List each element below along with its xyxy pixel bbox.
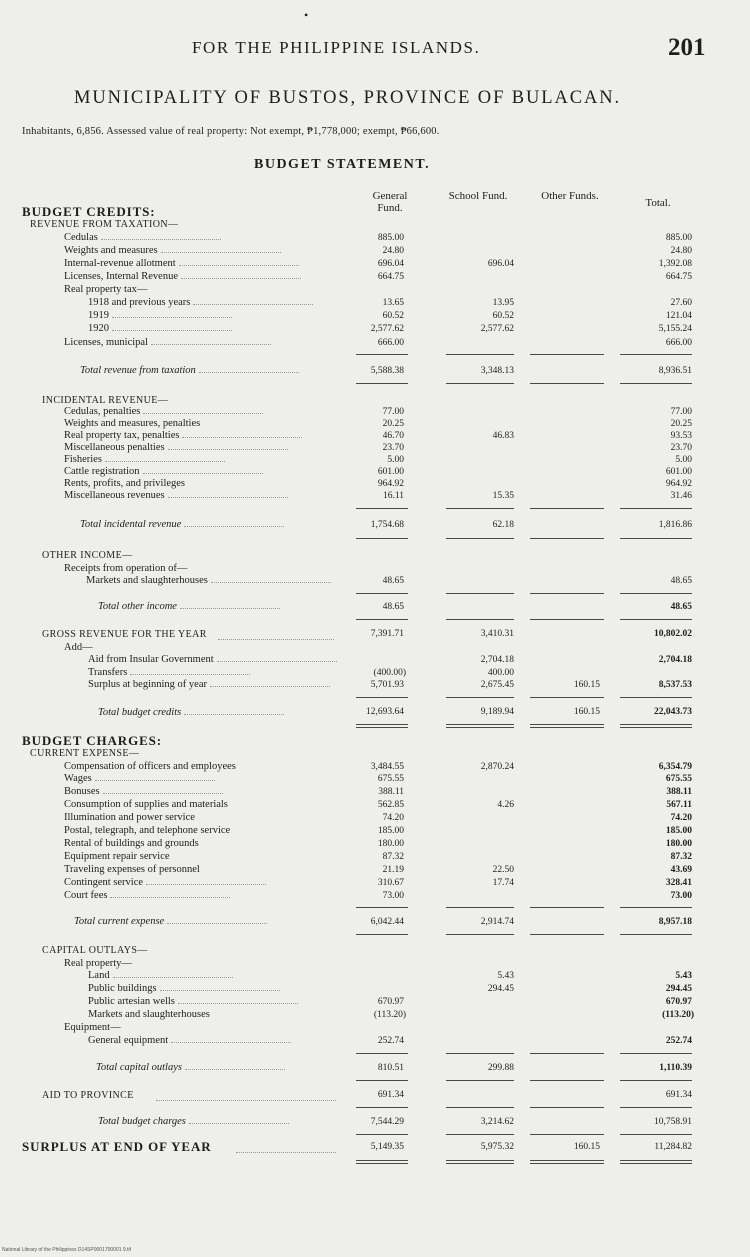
row-label: Aid from Insular Government — [88, 654, 337, 666]
row-label: Illumination and power service — [64, 812, 195, 823]
cell-total: 567.11 — [666, 800, 692, 810]
municipality-title: MUNICIPALITY OF BUSTOS, PROVINCE OF BULACAN. — [74, 88, 622, 108]
page-number: 201 — [668, 34, 706, 61]
column-head-other: Other Funds. — [541, 190, 599, 202]
cell-total: 73.00 — [670, 891, 692, 901]
cell-total: 10,802.02 — [654, 629, 692, 639]
running-head: FOR THE PHILIPPINE ISLANDS. — [192, 38, 481, 57]
cell-total: 48.65 — [670, 576, 692, 586]
cell-total: 691.34 — [665, 1090, 692, 1100]
cell-school: 696.04 — [487, 259, 514, 269]
cell-general: 562.85 — [377, 800, 404, 810]
cell-total: 885.00 — [665, 233, 692, 243]
head-incidental-revenue: INCIDENTAL REVENUE— — [42, 395, 169, 406]
row-label: General equipment — [88, 1035, 291, 1047]
cell-school: 2,704.18 — [480, 655, 514, 665]
section-budget-charges: BUDGET CHARGES: — [22, 733, 163, 748]
cell-total: 20.25 — [670, 419, 692, 429]
cell-school: 2,675.45 — [480, 680, 514, 690]
head-current-expense: CURRENT EXPENSE— — [30, 748, 140, 759]
cell-general: 20.25 — [382, 419, 404, 429]
row-label: Cattle registration — [64, 466, 263, 478]
cell-total: 1,392.08 — [658, 259, 692, 269]
cell-school: 4.26 — [497, 800, 514, 810]
column-head-school: School Fund. — [448, 190, 508, 202]
cell-general: 691.34 — [377, 1090, 404, 1100]
row-label: Rents, profits, and privileges — [64, 478, 186, 489]
cell-school: 9,189.94 — [480, 707, 514, 717]
cell-general: 60.52 — [382, 311, 404, 321]
cell-general: 601.00 — [377, 467, 404, 477]
cell-general: 6,042.44 — [370, 917, 404, 927]
statement-title: BUDGET STATEMENT. — [254, 157, 431, 172]
row-label: Equipment— — [64, 1022, 121, 1033]
cell-total: 294.45 — [665, 984, 692, 994]
cell-total: 93.53 — [670, 431, 692, 441]
cell-general: 73.00 — [382, 891, 404, 901]
cell-total: 74.20 — [670, 813, 692, 823]
cell-total: 31.46 — [670, 491, 692, 501]
cell-general: 964.92 — [377, 479, 404, 489]
cell-total: 252.74 — [665, 1036, 692, 1046]
cell-general: 16.11 — [382, 491, 404, 501]
cell-school: 3,214.62 — [480, 1117, 514, 1127]
cell-school: 2,870.24 — [480, 762, 514, 772]
cell-school: 62.18 — [492, 520, 514, 530]
row-label: Markets and slaughterhouses — [88, 1009, 210, 1020]
head-capital-outlays: CAPITAL OUTLAYS— — [42, 945, 148, 956]
row-label-total: Total revenue from taxation — [80, 365, 299, 376]
cell-general: 3,484.55 — [370, 762, 404, 772]
cell-general: 664.75 — [377, 272, 404, 282]
cell-total: 23.70 — [670, 443, 692, 453]
cell-general: 670.97 — [377, 997, 404, 1007]
cell-total: 388.11 — [666, 787, 692, 797]
cell-general: 666.00 — [377, 338, 404, 348]
row-label: Real property tax— — [64, 284, 148, 295]
cell-school: 60.52 — [492, 311, 514, 321]
cell-general: 74.20 — [382, 813, 404, 823]
cell-general: 185.00 — [377, 826, 404, 836]
cell-total: 664.75 — [665, 272, 692, 282]
cell-general: 2,577.62 — [370, 324, 404, 334]
cell-total: 87.32 — [670, 852, 692, 862]
row-label: Add— — [64, 642, 93, 653]
row-label: 1920 — [88, 323, 232, 335]
row-label: Licenses, Internal Revenue — [64, 271, 301, 283]
cell-total: 328.41 — [665, 878, 692, 888]
cell-total: 5,155.24 — [658, 324, 692, 334]
row-label: Land — [88, 970, 233, 982]
cell-other: 160.15 — [573, 680, 600, 690]
cell-total: 670.97 — [665, 997, 692, 1007]
row-label-surplus-end: SURPLUS AT END OF YEAR — [22, 1139, 212, 1154]
cell-total: 180.00 — [665, 839, 692, 849]
cell-total: 1,816.86 — [658, 520, 692, 530]
row-label-total: Total budget credits — [98, 707, 284, 718]
cell-total: 5.43 — [675, 971, 692, 981]
cell-total: 24.80 — [670, 246, 692, 256]
cell-general: 696.04 — [377, 259, 404, 269]
cell-general: 1,754.68 — [370, 520, 404, 530]
cell-general: 24.80 — [382, 246, 404, 256]
cell-school: 3,348.13 — [480, 366, 514, 376]
row-label: Consumption of supplies and materials — [64, 799, 228, 810]
row-label-aid-province: AID TO PROVINCE — [42, 1090, 134, 1101]
cell-school: 2,914.74 — [480, 917, 514, 927]
row-label: Rental of buildings and grounds — [64, 838, 199, 849]
cell-total: 675.55 — [665, 774, 692, 784]
cell-total: 5.00 — [675, 455, 692, 465]
row-label: Weights and measures, penalties — [64, 418, 201, 429]
cell-general: 21.19 — [382, 865, 404, 875]
row-label-total: Total incidental revenue — [80, 519, 284, 530]
row-label: Equipment repair service — [64, 851, 170, 862]
cell-total: 48.65 — [670, 602, 692, 612]
row-label: Weights and measures — [64, 245, 281, 257]
cell-total: 22,043.73 — [654, 707, 692, 717]
cell-general: 12,693.64 — [366, 707, 404, 717]
cell-school: 17.74 — [492, 878, 514, 888]
row-label: Markets and slaughterhouses — [86, 575, 331, 587]
row-label: Miscellaneous penalties — [64, 442, 288, 454]
cell-other: 160.15 — [573, 1142, 600, 1152]
cell-general: 7,391.71 — [370, 629, 404, 639]
cell-general: 13.65 — [382, 298, 404, 308]
row-label: Wages — [64, 773, 215, 785]
row-label-total: Total other income — [98, 601, 280, 612]
cell-general: 5,149.35 — [370, 1142, 404, 1152]
cell-general: 5,701.93 — [370, 680, 404, 690]
row-label: Real property— — [64, 958, 132, 969]
column-head-total: Total. — [645, 197, 671, 209]
head-revenue-taxation: REVENUE FROM TAXATION— — [30, 219, 179, 230]
cell-total: 8,957.18 — [658, 917, 692, 927]
row-label: Cedulas — [64, 232, 221, 244]
cell-general: 310.67 — [377, 878, 404, 888]
row-label: Compensation of officers and employees — [64, 761, 236, 772]
row-label: Receipts from operation of— — [64, 563, 188, 574]
row-label: Internal-revenue allotment — [64, 258, 299, 270]
row-label: Contingent service — [64, 877, 266, 889]
cell-general: 388.11 — [378, 787, 404, 797]
cell-general: 7,544.29 — [370, 1117, 404, 1127]
row-label: Licenses, municipal — [64, 337, 271, 349]
cell-general: 48.65 — [382, 602, 404, 612]
cell-general: (113.20) — [373, 1010, 406, 1020]
row-label: Surplus at beginning of year — [88, 679, 330, 691]
row-label-total: Total budget charges — [98, 1116, 289, 1127]
row-label: Bonuses — [64, 786, 223, 798]
cell-total: 666.00 — [665, 338, 692, 348]
row-label: Cedulas, penalties — [64, 406, 263, 418]
cell-school: 299.88 — [487, 1063, 514, 1073]
row-label-gross: GROSS REVENUE FOR THE YEAR — [42, 629, 207, 640]
row-label: Public artesian wells — [88, 996, 298, 1008]
column-head-general: General Fund. — [372, 190, 408, 214]
row-label: Transfers — [88, 667, 250, 679]
cell-general: 5.00 — [387, 455, 404, 465]
cell-school: 15.35 — [492, 491, 514, 501]
cell-school: 2,577.62 — [480, 324, 514, 334]
cell-school: 294.45 — [487, 984, 514, 994]
row-label: Traveling expenses of personnel — [64, 864, 200, 875]
ink-mark: • — [304, 8, 309, 22]
cell-total: 6,354.79 — [658, 762, 692, 772]
row-label: 1918 and previous years — [88, 297, 313, 309]
cell-general: 23.70 — [382, 443, 404, 453]
row-label-total: Total capital outlays — [96, 1062, 285, 1073]
cell-total: 964.92 — [665, 479, 692, 489]
scan-footer: National Library of the Philippines D14SP0001700001 9.tif — [2, 1247, 131, 1253]
cell-general: 885.00 — [377, 233, 404, 243]
cell-general: 87.32 — [382, 852, 404, 862]
cell-general: 810.51 — [377, 1063, 404, 1073]
inhabitants-line: Inhabitants, 6,856. Assessed value of real property: Not exempt, ₱1,778,000; exempt, ₱66,600. — [22, 126, 440, 137]
cell-general: 46.70 — [382, 431, 404, 441]
cell-general: 252.74 — [377, 1036, 404, 1046]
row-label: Real property tax, penalties — [64, 430, 302, 442]
cell-total: 77.00 — [670, 407, 692, 417]
row-label: Fisheries — [64, 454, 225, 466]
cell-total: 185.00 — [665, 826, 692, 836]
cell-total: 11,284.82 — [654, 1142, 692, 1152]
row-label: Postal, telegraph, and telephone service — [64, 825, 231, 836]
row-label: 1919 — [88, 310, 232, 322]
cell-school: 5.43 — [497, 971, 514, 981]
cell-total: (113.20) — [662, 1010, 694, 1020]
cell-total: 43.69 — [670, 865, 692, 875]
cell-total: 2,704.18 — [658, 655, 692, 665]
cell-school: 13.95 — [492, 298, 514, 308]
cell-general: 180.00 — [377, 839, 404, 849]
cell-total: 121.04 — [665, 311, 692, 321]
cell-school: 22.50 — [492, 865, 514, 875]
cell-total: 8,537.53 — [658, 680, 692, 690]
cell-school: 46.83 — [492, 431, 514, 441]
cell-total: 10,758.91 — [654, 1117, 692, 1127]
cell-school: 400.00 — [487, 668, 514, 678]
cell-other: 160.15 — [573, 707, 600, 717]
row-label: Court fees — [64, 890, 230, 902]
row-label: Public buildings — [88, 983, 280, 995]
cell-total: 8,936.51 — [658, 366, 692, 376]
row-label-total: Total current expense — [74, 916, 267, 927]
cell-total: 27.60 — [670, 298, 692, 308]
cell-school: 5,975.32 — [480, 1142, 514, 1152]
cell-total: 1,110.39 — [659, 1063, 692, 1073]
cell-general: 77.00 — [382, 407, 404, 417]
cell-general: 5,588.38 — [370, 366, 404, 376]
section-budget-credits: BUDGET CREDITS: — [22, 204, 156, 219]
row-label: Miscellaneous revenues — [64, 490, 288, 502]
cell-general: 48.65 — [382, 576, 404, 586]
cell-general: 675.55 — [377, 774, 404, 784]
cell-school: 3,410.31 — [480, 629, 514, 639]
head-other-income: OTHER INCOME— — [42, 550, 133, 561]
cell-general: (400.00) — [373, 668, 406, 678]
cell-total: 601.00 — [665, 467, 692, 477]
